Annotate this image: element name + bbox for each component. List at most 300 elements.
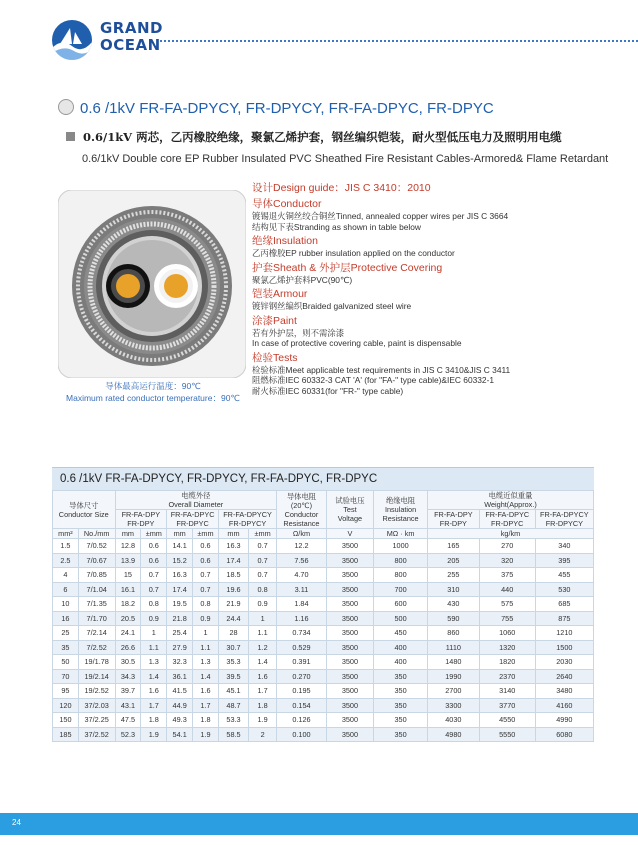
table-cell: 3500 — [326, 582, 373, 597]
header-w2a: FR-FA-DPYC — [485, 510, 530, 519]
table-cell: 165 — [428, 539, 480, 554]
table-cell: 4 — [53, 568, 79, 583]
table-cell: 37/2.25 — [78, 713, 115, 728]
armour-line-1: 镀锌钢丝编织Braided galvanized steel wire — [252, 301, 412, 311]
table-cell: 1.9 — [141, 727, 167, 742]
header-w3b: FR-DPYCY — [545, 519, 584, 528]
table-cell: 47.5 — [115, 713, 141, 728]
table-cell: 1.3 — [193, 655, 219, 670]
table-cell: 5550 — [479, 727, 535, 742]
unit-cell: MΩ · km — [374, 529, 428, 539]
design-guide-heading: 设计Design guide：JIS C 3410：2010 — [252, 182, 431, 194]
unit-cell: No./mm — [78, 529, 115, 539]
table-cell: 34.3 — [115, 669, 141, 684]
table-cell: 16 — [53, 611, 79, 626]
table-cell: 17.4 — [167, 582, 193, 597]
table-cell: 0.195 — [277, 684, 327, 699]
table-cell: 1060 — [479, 626, 535, 641]
table-cell: 0.7 — [193, 568, 219, 583]
square-bullet-icon — [66, 132, 75, 141]
table-cell: 860 — [428, 626, 480, 641]
table-cell: 41.5 — [167, 684, 193, 699]
table-cell: 1.7 — [193, 698, 219, 713]
table-cell: 7/0.52 — [78, 539, 115, 554]
table-cell: 800 — [374, 553, 428, 568]
table-cell: 19.5 — [167, 597, 193, 612]
table-row — [53, 597, 594, 612]
table-cell: 0.154 — [277, 698, 327, 713]
table-cell: 16.3 — [218, 539, 248, 554]
table-cell: 0.100 — [277, 727, 327, 742]
table-cell: 1.1 — [141, 640, 167, 655]
table-cell: 3500 — [326, 611, 373, 626]
table-cell: 7/0.85 — [78, 568, 115, 583]
table-cell: 36.1 — [167, 669, 193, 684]
page-title — [58, 99, 494, 117]
table-cell: 30.7 — [218, 640, 248, 655]
table-cell: 450 — [374, 626, 428, 641]
insulation-line-1: 乙丙橡胶EP rubber insulation applied on the conductor — [252, 248, 455, 258]
unit-cell: kg/km — [428, 529, 594, 539]
paint-heading: 涂漆Paint — [252, 314, 297, 327]
diagram-caption-cn: 导体最高运行温度：90℃ — [105, 381, 201, 391]
header-insulation-resistance — [374, 491, 428, 529]
header-weight — [428, 491, 594, 510]
table-cell: 395 — [535, 553, 593, 568]
header-insres-en2: Resistance — [382, 514, 419, 523]
table-cell: 0.126 — [277, 713, 327, 728]
conductor-heading: 导体Conductor — [252, 198, 322, 210]
table-cell: 0.9 — [141, 611, 167, 626]
table-cell: 0.6 — [193, 539, 219, 554]
header-overall-cn: 电缆外径 — [181, 491, 211, 500]
table-cell: 3500 — [326, 539, 373, 554]
table-cell: 0.7 — [193, 582, 219, 597]
table-cell: 58.5 — [218, 727, 248, 742]
brand-line-2: OCEAN — [100, 36, 161, 54]
cable-cross-section-diagram — [58, 190, 246, 378]
table-row — [53, 727, 594, 742]
table-cell: 1.9 — [193, 727, 219, 742]
table-cell: 0.270 — [277, 669, 327, 684]
header-od1a: FR-FA-DPY — [121, 510, 161, 519]
table-row — [53, 553, 594, 568]
table-row — [53, 626, 594, 641]
tests-line-2: 阻燃标准IEC 60332-3 CAT 'A' (for "FA-" type cable)&IEC 60332-1 — [252, 375, 495, 385]
table-cell: 3140 — [479, 684, 535, 699]
subtitle-english: 0.6/1kV Double core EP Rubber Insulated PVC Sheathed Fire Resistant Cables-Armored& Flame Retardant — [82, 153, 609, 165]
header-weight-cn: 电缆近似重量 — [488, 491, 533, 500]
table-cell: 24.1 — [115, 626, 141, 641]
header-conductor-cn: 导体尺寸 — [69, 500, 99, 510]
table-cell: 7/0.67 — [78, 553, 115, 568]
table-cell: 350 — [374, 669, 428, 684]
table-cell: 3500 — [326, 597, 373, 612]
header-test-en2: Voltage — [337, 514, 363, 523]
header-w3a: FR-FA-DPYCY — [540, 510, 589, 519]
table-cell: 25 — [53, 626, 79, 641]
table-cell: 400 — [374, 655, 428, 670]
table-cell: 1.3 — [141, 655, 167, 670]
page-footer — [0, 813, 638, 835]
unit-cell: mm — [115, 529, 141, 539]
table-cell: 1.6 — [193, 684, 219, 699]
table-cell: 49.3 — [167, 713, 193, 728]
table-cell: 3500 — [326, 553, 373, 568]
table-cell: 12.8 — [115, 539, 141, 554]
table-cell: 32.3 — [167, 655, 193, 670]
table-row — [53, 568, 594, 583]
table-cell: 24.4 — [218, 611, 248, 626]
table-cell: 48.7 — [218, 698, 248, 713]
table-cell: 39.7 — [115, 684, 141, 699]
table-cell: 3.11 — [277, 582, 327, 597]
table-cell: 3500 — [326, 684, 373, 699]
header-od1b: FR-DPY — [127, 519, 155, 528]
table-cell: 375 — [479, 568, 535, 583]
table-cell: 7/2.14 — [78, 626, 115, 641]
unit-cell: Ω/km — [277, 529, 327, 539]
unit-cell: mm² — [53, 529, 79, 539]
page-title-text: 0.6 /1kV FR-FA-DPYCY, FR-DPYCY, FR-FA-DPYC, FR-DPYC — [80, 100, 494, 117]
header-w1b: FR-DPY — [439, 519, 467, 528]
table-cell: 53.3 — [218, 713, 248, 728]
table-cell: 875 — [535, 611, 593, 626]
table-cell: 70 — [53, 669, 79, 684]
table-cell: 4550 — [479, 713, 535, 728]
table-cell: 3500 — [326, 655, 373, 670]
table-cell: 3500 — [326, 698, 373, 713]
table-cell: 26.6 — [115, 640, 141, 655]
table-cell: 1 — [249, 611, 277, 626]
table-cell: 320 — [479, 553, 535, 568]
sheath-line-1: 聚氯乙烯护套料PVC(90℃) — [252, 274, 353, 285]
header-conductor-size — [53, 491, 116, 529]
table-row — [53, 698, 594, 713]
table-cell: 27.9 — [167, 640, 193, 655]
table-cell: 3500 — [326, 626, 373, 641]
table-cell: 1.2 — [249, 640, 277, 655]
table-cell: 95 — [53, 684, 79, 699]
table-cell: 1000 — [374, 539, 428, 554]
table-cell: 1210 — [535, 626, 593, 641]
table-cell: 50 — [53, 655, 79, 670]
table-cell: 19.6 — [218, 582, 248, 597]
header-conductor-resistance — [277, 491, 327, 529]
table-cell: 1.6 — [249, 669, 277, 684]
table-row — [53, 713, 594, 728]
table-cell: 7/1.35 — [78, 597, 115, 612]
table-cell: 120 — [53, 698, 79, 713]
table-cell: 800 — [374, 568, 428, 583]
table-cell: 3770 — [479, 698, 535, 713]
table-cell: 755 — [479, 611, 535, 626]
brand-line-1: GRAND — [100, 19, 163, 37]
table-cell: 15 — [115, 568, 141, 583]
header-weight-type-3 — [535, 510, 593, 529]
header-od3a: FR-FA-DPYCY — [223, 510, 272, 519]
table-row — [53, 539, 594, 554]
table-cell: 1.8 — [193, 713, 219, 728]
header-od2b: FR-DPYC — [176, 519, 209, 528]
table-row — [53, 655, 594, 670]
table-cell: 14.1 — [167, 539, 193, 554]
header-w1a: FR-FA-DPY — [434, 510, 473, 519]
tests-line-3: 耐火标准IEC 60331(for "FR-" type cable) — [252, 385, 404, 396]
header-od2a: FR-FA-DPYC — [170, 510, 215, 519]
table-cell: 54.1 — [167, 727, 193, 742]
table-cell: 440 — [479, 582, 535, 597]
table-cell: 1 — [193, 626, 219, 641]
brand-name — [100, 20, 163, 54]
table-cell: 4980 — [428, 727, 480, 742]
table-cell: 21.9 — [218, 597, 248, 612]
table-cell: 16.1 — [115, 582, 141, 597]
table-cell: 3500 — [326, 640, 373, 655]
table-cell: 4.70 — [277, 568, 327, 583]
header-test-voltage — [326, 491, 373, 529]
spec-table — [52, 490, 594, 742]
table-cell: 1 — [141, 626, 167, 641]
table-cell: 4160 — [535, 698, 593, 713]
header-resistance-en1: Conductor — [284, 509, 319, 519]
header-od-type-2 — [167, 510, 219, 529]
table-cell: 205 — [428, 553, 480, 568]
table-row — [53, 582, 594, 597]
table-cell: 400 — [374, 640, 428, 655]
table-cell: 150 — [53, 713, 79, 728]
diagram-caption — [58, 380, 248, 404]
table-cell: 17.4 — [218, 553, 248, 568]
table-cell: 1.9 — [249, 713, 277, 728]
subtitle-chinese — [66, 129, 562, 145]
table-row — [53, 611, 594, 626]
header-dotted-line — [160, 40, 638, 42]
table-cell: 340 — [535, 539, 593, 554]
table-cell: 0.529 — [277, 640, 327, 655]
table-cell: 350 — [374, 698, 428, 713]
table-cell: 2030 — [535, 655, 593, 670]
table-cell: 37/2.52 — [78, 727, 115, 742]
table-cell: 1.8 — [249, 698, 277, 713]
table-cell: 12.2 — [277, 539, 327, 554]
table-row — [53, 669, 594, 684]
table-cell: 0.8 — [141, 597, 167, 612]
table-cell: 350 — [374, 727, 428, 742]
conductor-line-2: 结构见下表Stranding as shown in table below — [252, 221, 421, 232]
table-cell: 3300 — [428, 698, 480, 713]
table-cell: 19/2.14 — [78, 669, 115, 684]
table-cell: 350 — [374, 684, 428, 699]
table-cell: 0.7 — [249, 568, 277, 583]
table-cell: 3500 — [326, 669, 373, 684]
conductor-line-1: 镀锡退火铜丝绞合铜丝Tinned, annealed copper wires per JIS C 3664 — [252, 211, 509, 221]
table-row — [53, 684, 594, 699]
table-cell: 0.6 — [141, 539, 167, 554]
table-cell: 19/1.78 — [78, 655, 115, 670]
table-cell: 39.5 — [218, 669, 248, 684]
table-cell: 1.16 — [277, 611, 327, 626]
unit-cell: ±mm — [141, 529, 167, 539]
header-od3b: FR-DPYCY — [228, 519, 267, 528]
armour-heading: 铠装Armour — [252, 288, 308, 300]
table-cell: 1.4 — [193, 669, 219, 684]
table-cell: 0.7 — [141, 582, 167, 597]
table-cell: 0.8 — [249, 582, 277, 597]
unit-cell: ±mm — [193, 529, 219, 539]
table-cell: 1.8 — [141, 713, 167, 728]
table-cell: 590 — [428, 611, 480, 626]
header-resistance-en2: Resistance — [283, 518, 320, 528]
table-cell: 1.1 — [193, 640, 219, 655]
table-cell: 3500 — [326, 568, 373, 583]
table-cell: 18.5 — [218, 568, 248, 583]
header-conductor-en: Conductor Size — [58, 509, 109, 519]
unit-cell: V — [326, 529, 373, 539]
table-cell: 15.2 — [167, 553, 193, 568]
subtitle-chinese-text: 0.6/1kV 两芯，乙丙橡胶绝缘，聚氯乙烯护套，钢丝编织铠装，耐火型低压电力及照明用电缆 — [83, 130, 562, 144]
table-cell: 28 — [218, 626, 248, 641]
table-cell: 6 — [53, 582, 79, 597]
table-cell: 1.4 — [249, 655, 277, 670]
header-overall-en: Overall Diameter — [168, 500, 224, 509]
table-cell: 21.8 — [167, 611, 193, 626]
table-cell: 7.56 — [277, 553, 327, 568]
table-cell: 4990 — [535, 713, 593, 728]
table-cell: 20.5 — [115, 611, 141, 626]
unit-cell: mm — [167, 529, 193, 539]
table-cell: 2.5 — [53, 553, 79, 568]
table-cell: 2 — [249, 727, 277, 742]
diagram-caption-en: Maximum rated conductor temperature：90℃ — [66, 393, 240, 403]
table-cell: 1.7 — [141, 698, 167, 713]
unit-cell: ±mm — [249, 529, 277, 539]
table-cell: 1.1 — [249, 626, 277, 641]
header-od-type-3 — [218, 510, 276, 529]
table-cell: 310 — [428, 582, 480, 597]
table-cell: 685 — [535, 597, 593, 612]
table-cell: 13.9 — [115, 553, 141, 568]
insulation-heading: 绝缘Insulation — [252, 235, 318, 247]
table-cell: 430 — [428, 597, 480, 612]
table-cell: 18.2 — [115, 597, 141, 612]
table-cell: 530 — [535, 582, 593, 597]
table-cell: 43.1 — [115, 698, 141, 713]
header-weight-en: Weight(Approx.) — [484, 500, 537, 509]
table-cell: 350 — [374, 713, 428, 728]
table-cell: 1990 — [428, 669, 480, 684]
table-cell: 1820 — [479, 655, 535, 670]
table-cell: 6080 — [535, 727, 593, 742]
table-body — [53, 539, 594, 742]
table-cell: 1.7 — [249, 684, 277, 699]
table-cell: 270 — [479, 539, 535, 554]
table-cell: 37/2.03 — [78, 698, 115, 713]
table-cell: 1.6 — [141, 684, 167, 699]
header-od-type-1 — [115, 510, 167, 529]
header-insres-en1: Insulation — [384, 505, 417, 514]
table-cell: 0.6 — [141, 553, 167, 568]
units-row — [53, 529, 594, 539]
table-cell: 2700 — [428, 684, 480, 699]
table-cell: 7/1.04 — [78, 582, 115, 597]
table-cell: 0.6 — [193, 553, 219, 568]
table-cell: 0.9 — [249, 597, 277, 612]
table-title: 0.6 /1kV FR-FA-DPYCY, FR-DPYCY, FR-FA-DPYC, FR-DPYC — [52, 467, 594, 490]
sheath-heading: 护套Sheath & 外护层Protective Covering — [252, 261, 443, 274]
table-cell: 500 — [374, 611, 428, 626]
table-cell: 45.1 — [218, 684, 248, 699]
header-weight-type-1 — [428, 510, 480, 529]
header-resistance-temp: (20℃) — [290, 500, 313, 510]
table-cell: 1110 — [428, 640, 480, 655]
table-cell: 600 — [374, 597, 428, 612]
table-cell: 0.7 — [249, 539, 277, 554]
table-cell: 0.391 — [277, 655, 327, 670]
table-cell: 2370 — [479, 669, 535, 684]
table-cell: 455 — [535, 568, 593, 583]
spec-table-section — [52, 467, 594, 742]
table-cell: 0.7 — [249, 553, 277, 568]
header-weight-type-2 — [479, 510, 535, 529]
table-cell: 3500 — [326, 727, 373, 742]
table-row — [53, 640, 594, 655]
table-cell: 1.84 — [277, 597, 327, 612]
header-resistance-cn: 导体电阻 — [286, 491, 317, 501]
table-cell: 1500 — [535, 640, 593, 655]
table-cell: 30.5 — [115, 655, 141, 670]
table-cell: 0.7 — [141, 568, 167, 583]
table-cell: 4030 — [428, 713, 480, 728]
tests-line-1: 检验标准Meet applicable test requirements in JIS C 3410&JIS C 3411 — [252, 364, 511, 375]
table-cell: 1480 — [428, 655, 480, 670]
table-cell: 1.4 — [141, 669, 167, 684]
gear-bullet-icon — [58, 99, 74, 115]
table-cell: 44.9 — [167, 698, 193, 713]
table-cell: 575 — [479, 597, 535, 612]
tests-heading: 检验Tests — [252, 351, 298, 364]
table-cell: 10 — [53, 597, 79, 612]
page-header — [0, 0, 638, 70]
table-cell: 3500 — [326, 713, 373, 728]
unit-cell: mm — [218, 529, 248, 539]
table-cell: 1.5 — [53, 539, 79, 554]
brand-logo-icon — [52, 20, 92, 60]
table-cell: 255 — [428, 568, 480, 583]
table-cell: 2640 — [535, 669, 593, 684]
table-cell: 16.3 — [167, 568, 193, 583]
header-overall-diameter — [115, 491, 277, 510]
header-test-en1: Test — [343, 505, 357, 514]
header-w2b: FR-DPYC — [491, 519, 524, 528]
table-cell: 0.734 — [277, 626, 327, 641]
table-cell: 7/1.70 — [78, 611, 115, 626]
table-cell: 25.4 — [167, 626, 193, 641]
table-cell: 1320 — [479, 640, 535, 655]
page-number: 24 — [12, 818, 21, 827]
header-test-cn: 试验电压 — [335, 496, 365, 505]
paint-line-2: In case of protective covering cable, paint is dispensable — [252, 338, 462, 348]
header-insres-cn: 绝缘电阻 — [385, 496, 416, 505]
specifications-block — [252, 182, 622, 396]
table-cell: 35.3 — [218, 655, 248, 670]
table-cell: 700 — [374, 582, 428, 597]
table-cell: 0.8 — [193, 597, 219, 612]
table-cell: 0.9 — [193, 611, 219, 626]
table-cell: 52.3 — [115, 727, 141, 742]
table-cell: 19/2.52 — [78, 684, 115, 699]
paint-line-1: 若有外护层，则不需涂漆 — [252, 327, 345, 338]
